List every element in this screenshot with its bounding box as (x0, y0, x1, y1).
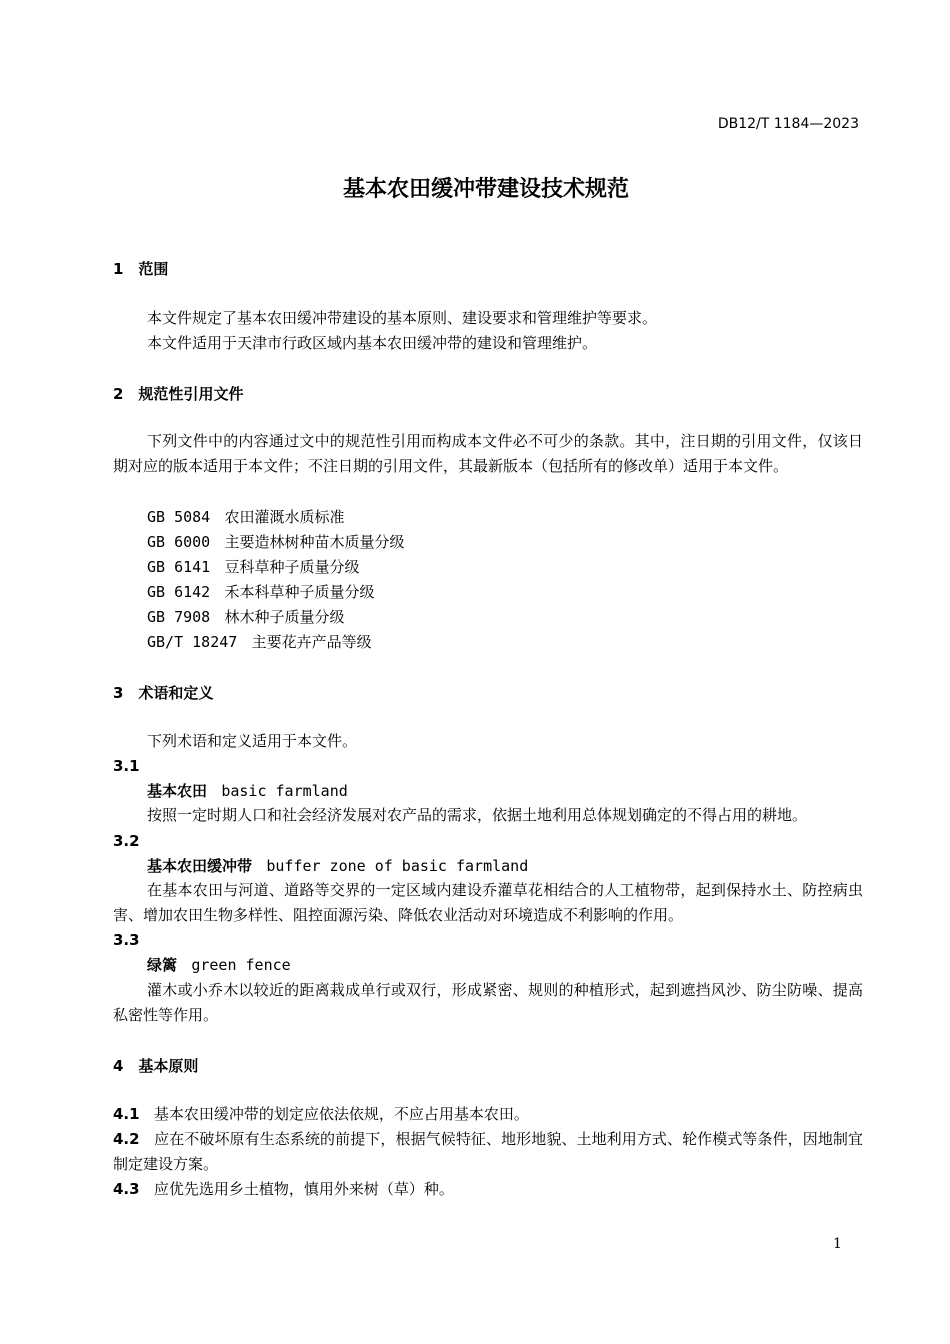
principle-number: 4.2 (113, 1130, 140, 1148)
principle-text: 应优先选用乡土植物，慎用外来树（草）种。 (153, 1180, 454, 1198)
principle-text: 应在不破坏原有生态系统的前提下，根据气候特征、地形地貌、土地利用方式、轮作模式等条件，因地制宜制定建设方案。 (113, 1130, 863, 1173)
reference-name: 禾本科草种子质量分级 (224, 583, 375, 601)
reference-item (147, 630, 372, 655)
reference-item (147, 530, 405, 555)
term-title (147, 779, 348, 804)
term-en: green fence (191, 956, 291, 974)
term-number: 3.2 (113, 832, 140, 850)
section-3-heading: 3 术语和定义 (113, 684, 214, 702)
term-en: buffer zone of basic farmland (266, 857, 529, 875)
section-1-para-1: 本文件规定了基本农田缓冲带建设的基本原则、建设要求和管理维护等要求。 (147, 309, 658, 327)
term-title (147, 854, 528, 879)
page-number: 1 (833, 1236, 842, 1252)
reference-item (147, 580, 375, 605)
term-cn: 基本农田 (147, 782, 208, 800)
term-en: basic farmland (221, 782, 348, 800)
reference-name: 农田灌溉水质标准 (224, 508, 345, 526)
principle-number: 4.3 (113, 1180, 140, 1198)
term-number: 3.3 (113, 931, 140, 949)
reference-name: 林木种子质量分级 (224, 608, 345, 626)
document-code: DB12/T 1184—2023 (717, 116, 859, 132)
term-definition: 按照一定时期人口和社会经济发展对农产品的需求，依据土地利用总体规划确定的不得占用的耕地。 (147, 806, 808, 824)
reference-item (147, 555, 360, 580)
principle-item (113, 1177, 454, 1202)
principle-text: 基本农田缓冲带的划定应依法依规，不应占用基本农田。 (153, 1105, 529, 1123)
reference-name: 主要造林树种苗木质量分级 (224, 533, 405, 551)
principle-item (113, 1127, 863, 1177)
term-title (147, 953, 291, 978)
reference-name: 豆科草种子质量分级 (224, 558, 360, 576)
section-2-heading: 2 规范性引用文件 (113, 385, 244, 403)
section-4-heading: 4 基本原则 (113, 1057, 199, 1075)
reference-code: GB 6141 (147, 558, 211, 576)
reference-item (147, 505, 345, 530)
term-definition: 在基本农田与河道、道路等交界的一定区域内建设乔灌草花相结合的人工植物带，起到保持水土、防控病虫害、增加农田生物多样性、阻控面源污染、降低农业活动对环境造成不利影响的作用。 (113, 881, 863, 924)
reference-code: GB 7908 (147, 608, 211, 626)
principle-item (113, 1102, 529, 1127)
reference-code: GB 5084 (147, 508, 211, 526)
term-cn: 绿篱 (147, 956, 178, 974)
reference-item (147, 605, 345, 630)
principle-number: 4.1 (113, 1105, 140, 1123)
section-1-heading: 1 范围 (113, 260, 169, 278)
section-3-intro: 下列术语和定义适用于本文件。 (147, 732, 358, 750)
reference-name: 主要花卉产品等级 (251, 633, 372, 651)
term-cn: 基本农田缓冲带 (147, 857, 253, 875)
reference-code: GB 6142 (147, 583, 211, 601)
page-title: 基本农田缓冲带建设技术规范 (342, 177, 629, 202)
term-definition: 灌木或小乔木以较近的距离栽成单行或双行，形成紧密、规则的种植形式，起到遮挡风沙、防尘防噪、提高私密性等作用。 (113, 981, 863, 1024)
section-1-para-2: 本文件适用于天津市行政区域内基本农田缓冲带的建设和管理维护。 (147, 334, 598, 352)
reference-code: GB/T 18247 (147, 633, 238, 651)
reference-code: GB 6000 (147, 533, 211, 551)
term-number: 3.1 (113, 757, 140, 775)
section-2-intro: 下列文件中的内容通过文中的规范性引用而构成本文件必不可少的条款。其中，注日期的引用文件，仅该日期对应的版本适用于本文件；不注日期的引用文件，其最新版本（包括所有的修改单）适用于本文件。 (113, 432, 863, 475)
